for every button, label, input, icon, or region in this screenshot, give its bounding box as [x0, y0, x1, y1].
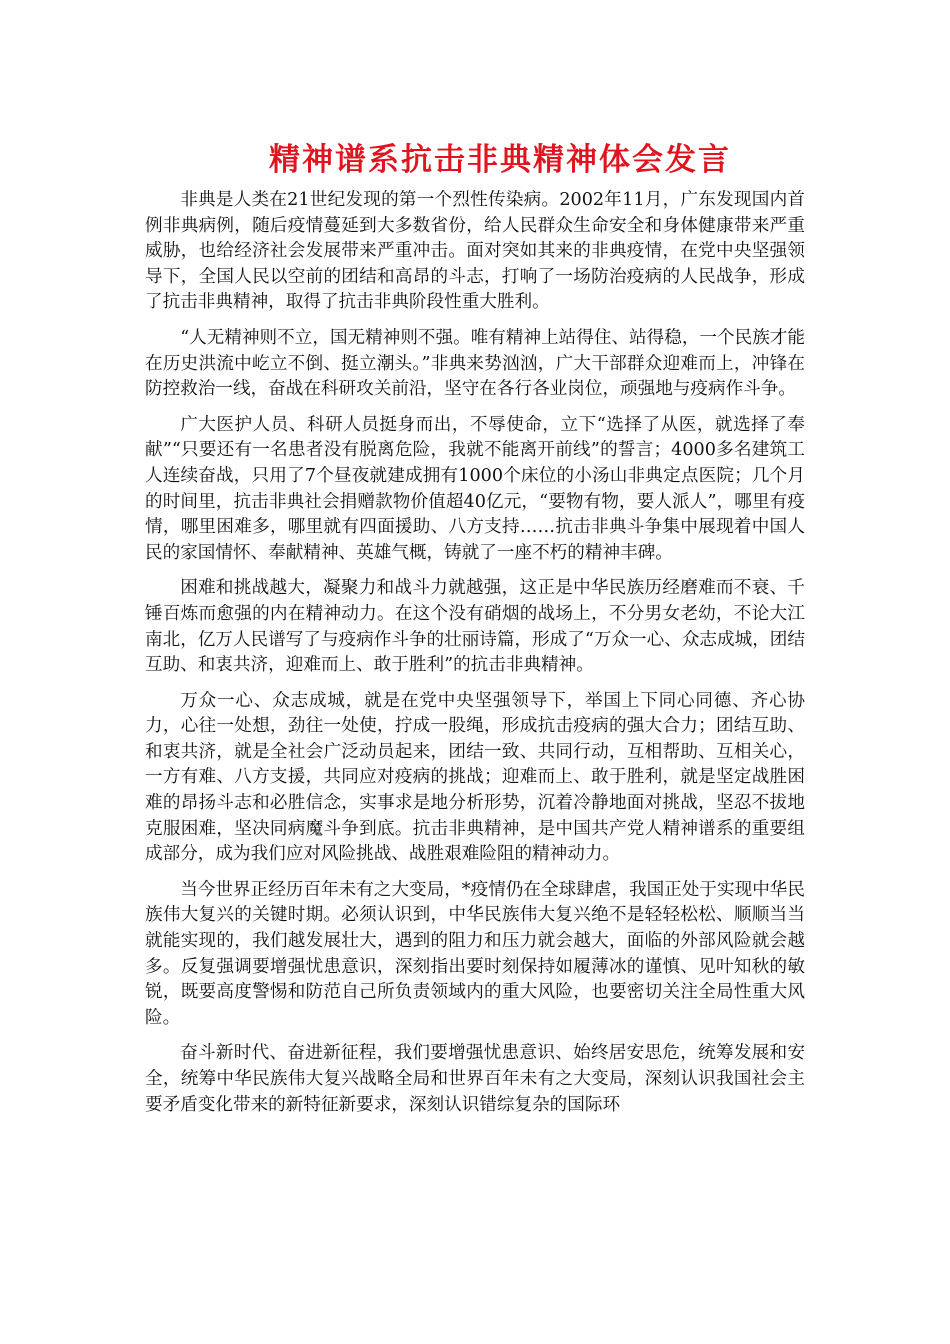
- paragraph-2: “人无精神则不立，国无精神则不强。唯有精神上站得住、站得稳，一个民族才能在历史洪流中屹立不倒、挺立潮头。”非典来势汹汹，广大干部群众迎难而上，冲锋在防控救治一线，奋战在科研攻关前沿，坚守在各行各业岗位，顽强地与疫病作斗争。: [145, 327, 805, 400]
- paragraph-5: 万众一心、众志成城，就是在党中央坚强领导下，举国上下同心同德、齐心协力，心往一处想，劲往一处使，拧成一股绳，形成抗击疫病的强大合力；团结互助、和衷共济，就是全社会广泛动员起来，团结一致、共同行动，互相帮助、互相关心，一方有难、八方支援，共同应对疫病的挑战；迎难而上、敢于胜利，就是坚定战胜困难的昂扬斗志和必胜信念，实事求是地分析形势，沉着冷静地面对挑战，坚忍不拔地克服困难，坚决同病魔斗争到底。抗击非典精神，是中国共产党人精神谱系的重要组成部分，成为我们应对风险挑战、战胜艰难险阻的精神动力。: [145, 690, 805, 865]
- paragraph-6: 当今世界正经历百年未有之大变局，*疫情仍在全球肆虐，我国正处于实现中华民族伟大复兴的关键时期。必须认识到，中华民族伟大复兴绝不是轻轻松松、顺顺当当就能实现的，我们越发展壮大，遇到的阻力和压力就会越大，面临的外部风险就会越多。反复强调要增强忧患意识，深刻指出要时刻保持如履薄冰的谨慎、见叶知秋的敏锐，既要高度警惕和防范自己所负责领域内的重大风险，也要密切关注全局性重大风险。: [145, 879, 805, 1028]
- paragraph-7: 奋斗新时代、奋进新征程，我们要增强忧患意识、始终居安思危，统筹发展和安全，统筹中华民族伟大复兴战略全局和世界百年未有之大变局，深刻认识我国社会主要矛盾变化带来的新特征新要求，深刻认识错综复杂的国际环: [145, 1043, 805, 1115]
- paragraph-4: 困难和挑战越大，凝聚力和战斗力就越强，这正是中华民族历经磨难而不衰、千锤百炼而愈强的内在精神动力。在这个没有硝烟的战场上，不分男女老幼，不论大江南北，亿万人民谱写了与疫病作斗争的壮丽诗篇，形成了“万众一心、众志成城，团结互助、和衷共济，迎难而上、敢于胜利”的抗击非典精神。: [145, 578, 805, 676]
- paragraph-3: 广大医护人员、科研人员挺身而出，不辱使命，立下“选择了从医，就选择了奉献”“只要还有一名患者没有脱离危险，我就不能离开前线”的誓言；4000多名建筑工人连续奋战，只用了7个昼夜就建成拥有1000个床位的小汤山非典定点医院；几个月的时间里，抗击非典社会捐赠款物价值超40亿元，“要物有物，要人派人”，哪里有疫情，哪里困难多，哪里就有四面援助、八方支持……抗击非典斗争集中展现着中国人民的家国情怀、奉献精神、英雄气概，铸就了一座不朽的精神丰碑。: [145, 414, 805, 563]
- paragraph-1: 非典是人类在21世纪发现的第一个烈性传染病。2002年11月，广东发现国内首例非典病例，随后疫情蔓延到大多数省份，给人民群众生命安全和身体健康带来严重威胁，也给经济社会发展带来严重冲击。面对突如其来的非典疫情，在党中央坚强领导下，全国人民以空前的团结和高昂的斗志，打响了一场防治疫病的人民战争，形成了抗击非典精神，取得了抗击非典阶段性重大胜利。: [145, 190, 805, 313]
- document-title: 精神谱系抗击非典精神体会发言: [269, 142, 731, 178]
- document-body: [145, 188, 805, 1128]
